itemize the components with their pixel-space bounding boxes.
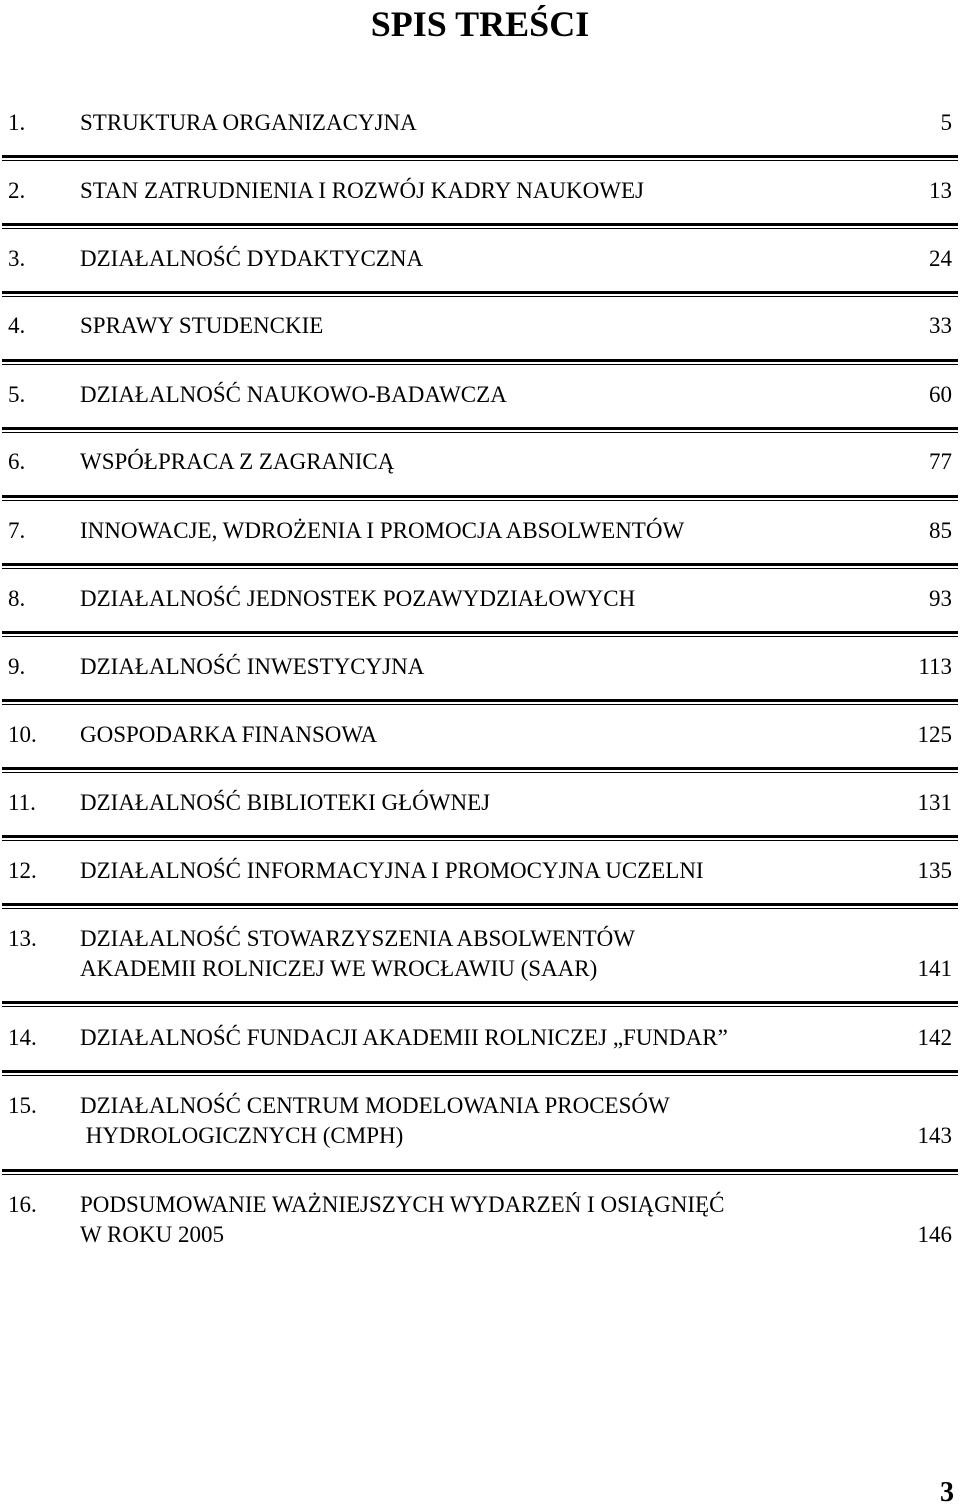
toc-entry-title-line: DZIAŁALNOŚĆ JEDNOSTEK POZAWYDZIAŁOWYCH (80, 586, 636, 611)
toc-entry-title-line: DZIAŁALNOŚĆ FUNDACJI AKADEMII ROLNICZEJ „FUNDAR” (80, 1025, 728, 1050)
toc-entry-title-line: HYDROLOGICZNYCH (CMPH) (80, 1123, 404, 1148)
toc-entry-title (80, 380, 860, 410)
toc-entry-title-line: PODSUMOWANIE WAŻNIEJSZYCH WYDARZEŃ I OSIĄGNIĘĆ (80, 1192, 725, 1217)
toc-separator (2, 903, 958, 909)
toc-separator (2, 291, 958, 297)
toc-entry-title (80, 244, 860, 274)
toc-separator (2, 1169, 958, 1175)
toc-entry-title (80, 311, 860, 341)
toc-entry-page: 135 (917, 858, 952, 883)
toc-entry-title (80, 108, 860, 138)
toc-entry-page: 60 (929, 382, 952, 407)
toc-entry-title (80, 720, 860, 750)
toc-separator (2, 155, 958, 161)
toc-entry-page: 13 (929, 178, 952, 203)
toc-entry-title-line: DZIAŁALNOŚĆ NAUKOWO-BADAWCZA (80, 382, 507, 407)
toc-entry-page: 131 (917, 790, 952, 815)
toc-separator (2, 631, 958, 637)
toc-entry-title (80, 856, 860, 886)
toc-separator (2, 699, 958, 705)
toc-entry-title-line: DZIAŁALNOŚĆ STOWARZYSZENIA ABSOLWENTÓW (80, 926, 635, 951)
toc-entry-title (80, 1190, 860, 1250)
toc-entry-number: 3. (8, 246, 26, 271)
toc-entry-title-line: INNOWACJE, WDROŻENIA I PROMOCJA ABSOLWENTÓW (80, 518, 685, 543)
toc-entry-number: 12. (8, 858, 37, 883)
toc-entry-title (80, 516, 860, 546)
toc-separator (2, 359, 958, 365)
toc-entry-title-line: DZIAŁALNOŚĆ INFORMACYJNA I PROMOCYJNA UCZELNI (80, 858, 704, 883)
toc-entry-number: 7. (8, 518, 26, 543)
toc-entry-number: 5. (8, 382, 26, 407)
toc-separator (2, 223, 958, 229)
page-title: SPIS TREŚCI (370, 4, 590, 44)
toc-entry-title (80, 788, 860, 818)
toc-entry-title-line: DZIAŁALNOŚĆ INWESTYCYJNA (80, 654, 425, 679)
toc-entry-title (80, 1091, 860, 1151)
toc-entry-page: 77 (929, 449, 952, 474)
toc-entry-title (80, 176, 860, 206)
toc-entry-page: 113 (918, 654, 952, 679)
toc-entry-title (80, 584, 860, 614)
toc-entry-title (80, 652, 860, 682)
toc-entry-title-line: AKADEMII ROLNICZEJ WE WROCŁAWIU (SAAR) (80, 956, 598, 981)
toc-entry-page: 125 (917, 722, 952, 747)
toc-entry-title-line: DZIAŁALNOŚĆ DYDAKTYCZNA (80, 246, 424, 271)
toc-entry-title-line: STRUKTURA ORGANIZACYJNA (80, 110, 417, 135)
toc-separator (2, 563, 958, 569)
toc-separator (2, 495, 958, 501)
page-number: 3 (940, 1477, 954, 1508)
toc-entry-title-line: SPRAWY STUDENCKIE (80, 313, 324, 338)
toc-entry-page: 142 (917, 1025, 952, 1050)
toc-entry-number: 1. (8, 110, 26, 135)
toc-entry-number: 14. (8, 1025, 37, 1050)
toc-separator (2, 767, 958, 773)
toc-entry-title (80, 1023, 860, 1053)
toc-entry-number: 11. (8, 790, 36, 815)
toc-entry-page: 85 (929, 518, 952, 543)
toc-separator (2, 427, 958, 433)
toc-entry-page: 141 (917, 956, 952, 981)
toc-entry-title (80, 447, 860, 477)
toc-entry-title-line: WSPÓŁPRACA Z ZAGRANICĄ (80, 449, 395, 474)
toc-entry-page: 146 (917, 1222, 952, 1247)
toc-entry-page: 33 (929, 313, 952, 338)
toc-entry-number: 9. (8, 654, 26, 679)
toc-entry-number: 6. (8, 449, 26, 474)
toc-separator (2, 835, 958, 841)
toc-entry-number: 2. (8, 178, 26, 203)
toc-entry-title (80, 924, 860, 984)
toc-entry-number: 13. (8, 926, 37, 951)
toc-entry-page: 93 (929, 586, 952, 611)
toc-separator (2, 1001, 958, 1007)
toc-entry-number: 4. (8, 313, 26, 338)
toc-separator (2, 1070, 958, 1076)
toc-entry-number: 16. (8, 1192, 37, 1217)
toc-entry-title-line: W ROKU 2005 (80, 1222, 224, 1247)
toc-entry-page: 24 (929, 246, 952, 271)
toc-entry-page: 143 (917, 1123, 952, 1148)
toc-entry-page: 5 (940, 110, 952, 135)
toc-entry-title-line: DZIAŁALNOŚĆ BIBLIOTEKI GŁÓWNEJ (80, 790, 491, 815)
toc-entry-title-line: DZIAŁALNOŚĆ CENTRUM MODELOWANIA PROCESÓW (80, 1093, 670, 1118)
toc-entry-number: 10. (8, 722, 37, 747)
toc-entry-title-line: STAN ZATRUDNIENIA I ROZWÓJ KADRY NAUKOWEJ (80, 178, 644, 203)
toc-entry-title-line: GOSPODARKA FINANSOWA (80, 722, 378, 747)
toc-entry-number: 8. (8, 586, 26, 611)
toc-entry-number: 15. (8, 1093, 37, 1118)
